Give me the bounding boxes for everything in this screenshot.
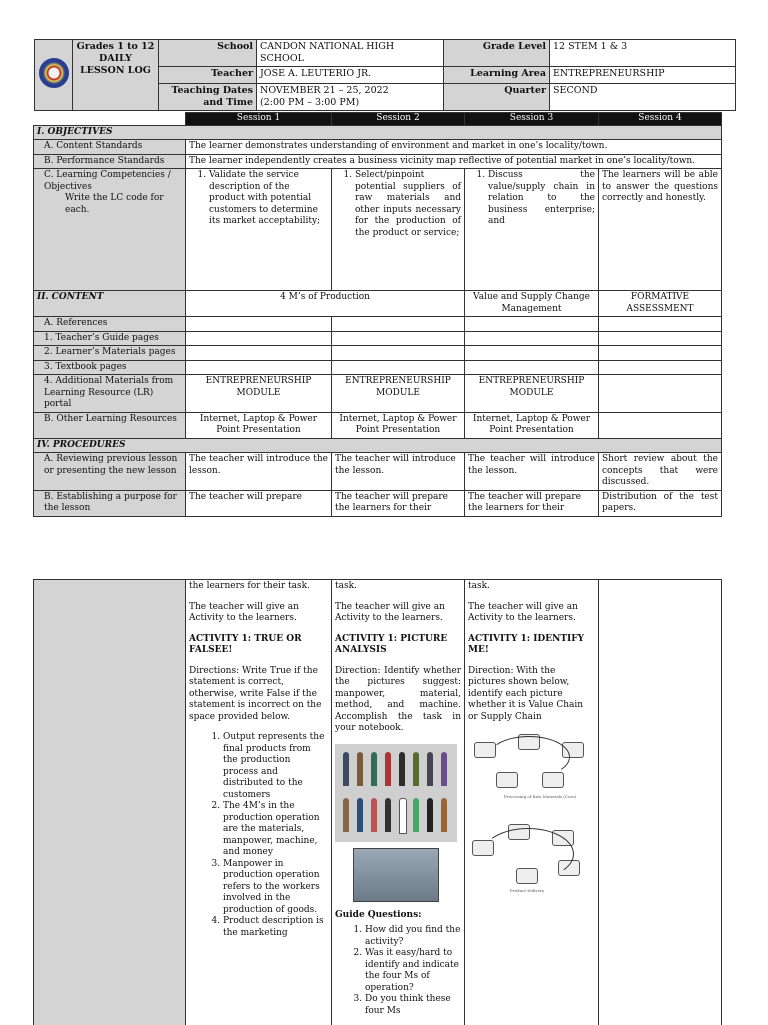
continuation-session-4 (599, 580, 722, 1025)
lesson-log-text: LESSON LOG (80, 65, 151, 76)
cell (465, 360, 599, 375)
header-table (34, 39, 736, 111)
reviewing-label: A. Reviewing previous lesson or presenting the new lesson (34, 453, 186, 491)
s3-directions: Direction: With the pictures shown below, identify each picture whether it is Value Chain or Supply Chain (468, 665, 584, 722)
cell (186, 346, 332, 361)
content-standards-label: A. Content Standards (34, 140, 186, 155)
tf-item: 4. Product description is the marketing (223, 916, 328, 939)
continuation-session-1 (186, 580, 332, 1025)
objectives-heading: I. OBJECTIVES (34, 125, 722, 140)
person-figure (441, 798, 447, 832)
guide-question: 1. How did you find the activity? (365, 925, 461, 948)
person-figure (427, 798, 433, 832)
s1-give-activity: The teacher will give an Activity to the learners. (189, 601, 299, 623)
other-resources-3: Internet, Laptop & Power Point Presentation (465, 412, 599, 438)
module-session-1: ENTREPRENEURSHIP MODULE (186, 375, 332, 413)
teacher-label: Teacher (159, 67, 257, 84)
other-resources-1: Internet, Laptop & Power Point Presentation (186, 412, 332, 438)
person-figure (399, 752, 405, 786)
additional-materials-label: 4. Additional Materials from Learning Resource (LR) portal (34, 375, 186, 413)
lc3-item: 1. Discuss the value/supply chain in relation to the business enterprise; and (488, 170, 595, 228)
person-figure (385, 752, 391, 786)
guide-questions-list (335, 925, 461, 1017)
teaching-dates-value (257, 84, 444, 111)
cell (599, 412, 722, 438)
learning-competencies-label (34, 169, 186, 291)
person-figure (343, 798, 349, 832)
dates-line1: NOVEMBER 21 – 25, 2022 (260, 85, 389, 96)
s1-continued-text: the learners for their task. (189, 581, 310, 591)
lc-sub-text: Write the LC code for each. (65, 193, 164, 215)
s2-activity-title: ACTIVITY 1: PICTURE ANALYSIS (335, 633, 448, 655)
cell (332, 346, 465, 361)
person-figure (343, 752, 349, 786)
learning-area-label: Learning Area (444, 67, 550, 84)
module-session-3: ENTREPRENEURSHIP MODULE (465, 375, 599, 413)
content-heading: II. CONTENT (34, 291, 186, 317)
purpose-label: B. Establishing a purpose for the lesson (34, 490, 186, 516)
tf-item: 1. Output represents the final products from the production process and distributed to the customers (223, 732, 328, 801)
true-false-list (189, 732, 328, 939)
learners-materials-label: 2. Learner’s Materials pages (34, 346, 186, 361)
person-figure (427, 752, 433, 786)
cell (465, 346, 599, 361)
cell (332, 360, 465, 375)
cell (599, 346, 722, 361)
module-session-2: ENTREPRENEURSHIP MODULE (332, 375, 465, 413)
lc-session-4: The learners will be able to answer the questions correctly and honestly. (599, 169, 722, 291)
machine-picture (353, 848, 439, 902)
tf-item: 3. Manpower in production operation refers to the workers involved in the production of goods. (223, 859, 328, 917)
log-title (73, 40, 159, 111)
cell (186, 317, 332, 332)
review-session-2: The teacher will introduce the lesson. (332, 453, 465, 491)
deped-seal (35, 40, 73, 111)
lc-session-1 (186, 169, 332, 291)
purpose-session-3: The teacher will prepare the learners for their (465, 490, 599, 516)
purpose-session-1: The teacher will prepare (186, 490, 332, 516)
lesson-table (33, 112, 722, 517)
guide-question: 2. Was it easy/hard to identify and indicate the four Ms of operation? (365, 948, 461, 994)
guide-questions-title: Guide Questions: (335, 909, 422, 920)
purpose-session-2: The teacher will prepare the learners for their (332, 490, 465, 516)
person-figure (413, 798, 419, 832)
cell (465, 317, 599, 332)
textbook-pages-label: 3. Textbook pages (34, 360, 186, 375)
cell (332, 317, 465, 332)
lc-session-3 (465, 169, 599, 291)
lc-label-text: C. Learning Competencies / Objectives (44, 170, 171, 192)
content-session-4: FORMATIVE ASSESSMENT (599, 291, 722, 317)
grades-text: Grades 1 to 12 (76, 41, 155, 52)
references-label: A. References (34, 317, 186, 332)
performance-standards-label: B. Performance Standards (34, 154, 186, 169)
person-figure (357, 752, 363, 786)
purpose-session-4: Distribution of the test papers. (599, 490, 722, 516)
lc2-item: 1. Select/pinpoint potential suppliers of raw materials and other inputs necessary for the production of the product or service; (355, 170, 461, 239)
seal-icon (39, 58, 69, 88)
content-standards-value: The learner demonstrates understanding of environment and market in one’s locality/town. (186, 140, 722, 155)
person-figure (357, 798, 363, 832)
content-sessions-1-2: 4 M’s of Production (186, 291, 465, 317)
cell (465, 331, 599, 346)
value-chain-diagram-1 (468, 732, 590, 810)
cell (599, 331, 722, 346)
cell (599, 360, 722, 375)
person-figure (399, 798, 407, 834)
session-2-header: Session 2 (332, 113, 465, 126)
procedures-heading: IV. PROCEDURES (34, 438, 722, 453)
session-4-header: Session 4 (599, 113, 722, 126)
flow-arrow (488, 736, 570, 778)
supply-chain-diagram-2 (468, 820, 590, 898)
lc1-item: 1. Validate the service description of the product with potential customers to determine its market acceptability; (209, 170, 328, 228)
learning-area-value: ENTREPRENEURSHIP (550, 67, 736, 84)
s2-directions: Direction: Identify whether the pictures suggest: manpower, material, method, and machine. Accomplish the task in your notebook. (335, 665, 461, 733)
continuation-table (33, 579, 722, 1025)
cell (186, 360, 332, 375)
s3-activity-title: ACTIVITY 1: IDENTIFY ME! (468, 633, 585, 655)
s3-continued-text: task. (468, 581, 490, 591)
other-resources-label: B. Other Learning Resources (34, 412, 186, 438)
session-1-header: Session 1 (186, 113, 332, 126)
cell (599, 317, 722, 332)
quarter-value: SECOND (550, 84, 736, 111)
lc-session-2 (332, 169, 465, 291)
dates-line2: (2:00 PM – 3:00 PM) (260, 97, 360, 108)
content-session-3: Value and Supply Change Management (465, 291, 599, 317)
teachers-guide-label: 1. Teacher’s Guide pages (34, 331, 186, 346)
continuation-session-3 (465, 580, 599, 1025)
dates-label-line1: Teaching Dates (171, 85, 253, 96)
s1-directions: Directions: Write True if the statement is correct, otherwise, write False if the statement is incorrect on the space provided below. (189, 665, 322, 722)
s3-give-activity: The teacher will give an Activity to the learners. (468, 601, 578, 623)
teaching-dates-label (159, 84, 257, 111)
flow-arrow (482, 828, 574, 880)
tf-item: 2. The 4M’s in the production operation are the materials, manpower, machine, and money (223, 801, 328, 859)
performance-standards-value: The learner independently creates a business vicinity map reflective of potential market in one’s locality/town. (186, 154, 722, 169)
cell (599, 375, 722, 413)
daily-text: DAILY (99, 53, 132, 64)
person-figure (371, 752, 377, 786)
cell (332, 331, 465, 346)
cell (186, 331, 332, 346)
s2-give-activity: The teacher will give an Activity to the learners. (335, 601, 445, 623)
diagram-2-caption: Product Delivery (510, 888, 545, 893)
workers-picture (335, 744, 457, 842)
guide-question: 3. Do you think these four Ms (365, 994, 461, 1017)
quarter-label: Quarter (444, 84, 550, 111)
person-figure (385, 798, 391, 832)
session-3-header: Session 3 (465, 113, 599, 126)
continuation-session-2 (332, 580, 465, 1025)
person-figure (413, 752, 419, 786)
review-session-1: The teacher will introduce the lesson. (186, 453, 332, 491)
continuation-label-cell (34, 580, 186, 1025)
school-value: CANDON NATIONAL HIGH SCHOOL (257, 40, 444, 67)
corner-cell (34, 113, 186, 126)
s1-activity-title: ACTIVITY 1: TRUE OR FALSEE! (189, 633, 302, 655)
school-label: School (159, 40, 257, 67)
dates-label-line2: and Time (203, 97, 253, 108)
review-session-4: Short review about the concepts that were discussed. (599, 453, 722, 491)
diagram-1-caption: Processing of Raw Materials (Core) (504, 794, 577, 799)
teacher-value: JOSE A. LEUTERIO JR. (257, 67, 444, 84)
review-session-3: The teacher will introduce the lesson. (465, 453, 599, 491)
other-resources-2: Internet, Laptop & Power Point Presentation (332, 412, 465, 438)
person-figure (371, 798, 377, 832)
s2-continued-text: task. (335, 581, 357, 591)
grade-level-value: 12 STEM 1 & 3 (550, 40, 736, 67)
grade-level-label: Grade Level (444, 40, 550, 67)
person-figure (441, 752, 447, 786)
